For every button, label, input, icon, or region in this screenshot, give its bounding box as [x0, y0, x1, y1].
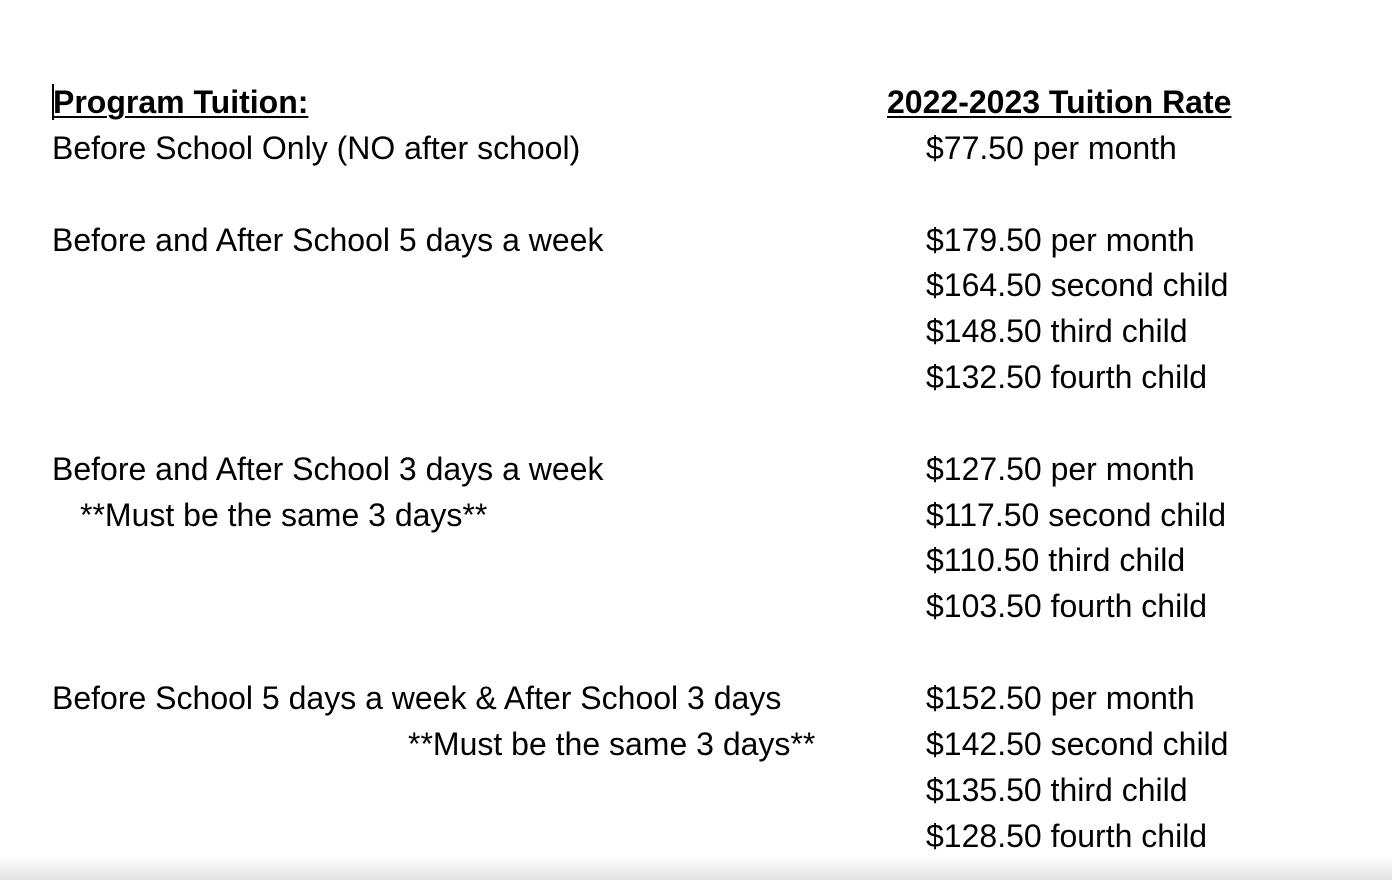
program-tuition-header: Program Tuition:	[53, 84, 309, 120]
program-name: Before and After School 5 days a week	[52, 222, 604, 258]
rate-line: $132.50 fourth child	[926, 359, 1208, 395]
rate-line: $179.50 per month	[926, 222, 1195, 258]
program-name: Before School Only (NO after school)	[52, 130, 581, 166]
rate-line: $128.50 fourth child	[926, 818, 1208, 854]
program-name: Before and After School 3 days a week	[52, 451, 604, 487]
rate-line: $148.50 third child	[926, 313, 1188, 349]
program-name: Before School 5 days a week & After School 3 days	[52, 680, 782, 716]
rate-line: $152.50 per month	[926, 680, 1195, 716]
program-note: **Must be the same 3 days**	[80, 497, 488, 533]
page-bottom-shadow	[0, 854, 1392, 880]
rate-line: $110.50 third child	[926, 542, 1186, 578]
rate-line: $127.50 per month	[926, 451, 1195, 487]
rate-line: $164.50 second child	[926, 267, 1229, 303]
rate-line: $117.50 second child	[926, 497, 1227, 533]
rate-line: $135.50 third child	[926, 772, 1188, 808]
program-note: **Must be the same 3 days**	[408, 726, 816, 762]
rate-line: $77.50 per month	[926, 130, 1177, 166]
tuition-rate-header: 2022-2023 Tuition Rate	[887, 84, 1232, 120]
rate-line: $142.50 second child	[926, 726, 1229, 762]
rate-line: $103.50 fourth child	[926, 588, 1208, 624]
